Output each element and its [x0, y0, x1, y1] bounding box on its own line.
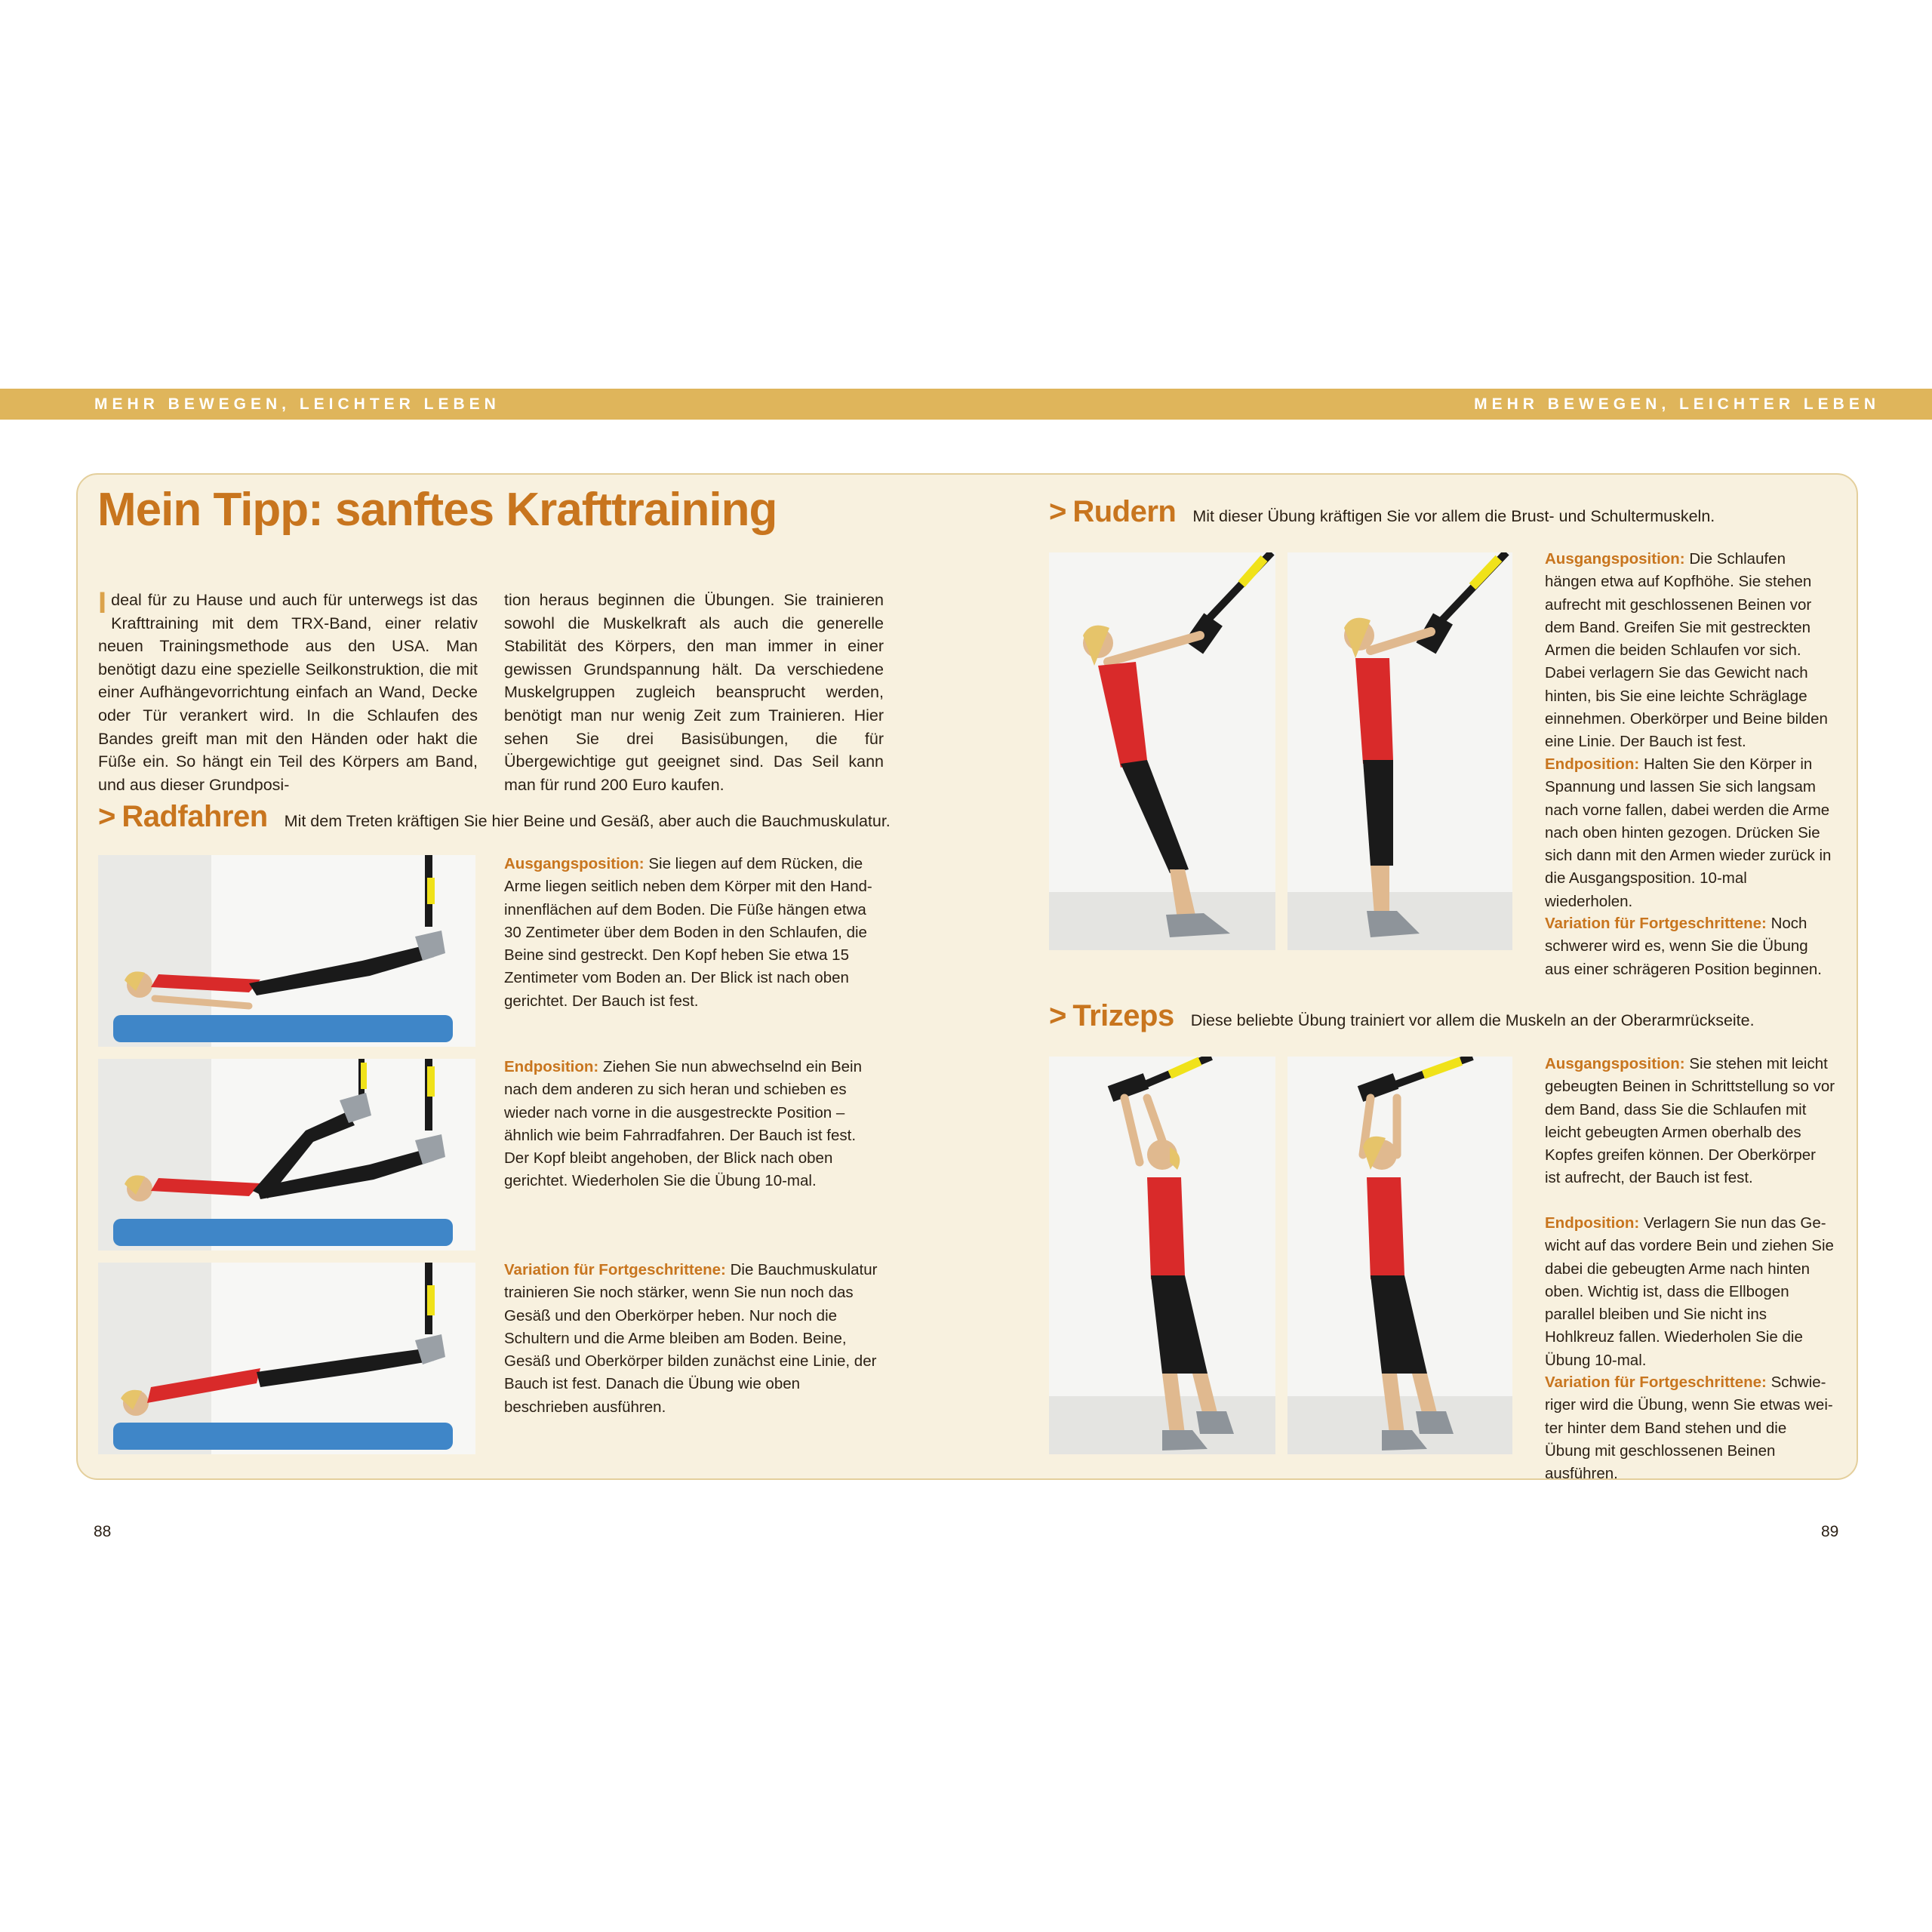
- label: Variation für Fortgeschrittene:: [1545, 915, 1767, 932]
- rudern-ausgangsposition: [1545, 548, 1835, 754]
- text: Die Bauchmuskulatur trainieren Sie noch stärker, wenn Sie nun noch das Gesäß und den Oberkörper heben. Nur noch die Schultern und die Arme bleiben am Boden. Beine, Gesäß und Oberkörper bilden zunächst eine Linie, der Bauch ist fest. Danach die Übung wie oben beschrieben ausführen.: [504, 1261, 878, 1416]
- rudern-variation: [1545, 912, 1835, 981]
- text: Schwieriger wird die Übung, wenn Sie etwas weiter hinter dem Band stehen und die Übung mit geschlossenen Beinen ausführen.: [1545, 1374, 1833, 1483]
- section-subtitle: Mit dem Treten kräftigen Sie hier Beine und Gesäß, aber auch die Bauchmuskulatur.: [284, 812, 891, 830]
- section-name: Rudern: [1072, 495, 1177, 528]
- label: Variation für Fortgeschrittene:: [1545, 1374, 1767, 1391]
- section-subtitle: Diese beliebte Übung trainiert vor allem die Muskeln an der Oberarmrückseite.: [1190, 1011, 1755, 1029]
- page-number-right: 89: [1821, 1523, 1839, 1540]
- label: Ausgangsposition:: [1545, 1055, 1685, 1072]
- page-number-left: 88: [94, 1523, 112, 1540]
- text: Die Schlaufen hängen etwa auf Kopfhöhe. Sie stehen aufrecht mit geschlossenen Beinen vor dem Band. Greifen Sie mit gestreckten Armen die beiden Schlaufen vor sich. Dabei verlagern Sie das Gewicht nach hinten, bis Sie eine leichte Schräglage einnehmen. Oberkörper und Beine bilden eine Linie. Der Bauch ist fest.: [1545, 550, 1828, 751]
- photo-rudern-start: [1049, 552, 1275, 950]
- label: Ausgangsposition:: [504, 855, 645, 872]
- chevron-right-icon: >: [1049, 999, 1067, 1032]
- section-name: Radfahren: [122, 800, 268, 833]
- trizeps-endposition: [1545, 1212, 1835, 1372]
- label: Ausgangsposition:: [1545, 550, 1685, 568]
- page-title: Mein Tipp: sanftes Krafttraining: [97, 484, 777, 536]
- photo-radfahren-start: [98, 855, 475, 1047]
- section-subtitle: Mit dieser Übung kräftigen Sie vor allem die Brust- und Schultermuskeln.: [1192, 507, 1715, 525]
- intro-text-1: deal für zu Hause und auch für unterwegs ist das Krafttraining mit dem TRX-Band, einer relativ neuen Trainingsmethode aus den USA. Man benötigt dazu eine spezielle Seilkonstruktion, die mit einer Aufhängevorrichtung einfach an Wand, Decke oder Tür verankert wird. In die Schlaufen des Bandes greift man mit den Händen oder hakt die Füße ein. So hängt ein Teil des Körpers am Band, und aus dieser Grundposi-: [98, 591, 478, 794]
- text: Ziehen Sie nun abwechselnd ein Bein nach dem anderen zu sich heran und schieben es wieder nach vorne in die ausgestreckte Position – ähnlich wie beim Fahrradfahren. Der Bauch ist fest. Der Kopf bleibt angehoben, der Blick nach oben gerichtet. Wiederholen Sie die Übung 10-mal.: [504, 1058, 863, 1190]
- text: Noch schwerer wird es, wenn Sie die Übung aus einer schrägeren Position beginnen.: [1545, 915, 1822, 978]
- trizeps-ausgangsposition: [1545, 1053, 1835, 1190]
- text: Verlagern Sie nun das Gewicht auf das vordere Bein und ziehen Sie dabei die gebeugten Arme nach hinten oben. Wichtig ist, dass die Ellbogen parallel bleiben und Sie nicht ins Hohlkreuz fallen. Wiederholen Sie die Übung 10-mal.: [1545, 1214, 1834, 1369]
- drop-cap: I: [98, 586, 107, 620]
- intro-column-2: tion heraus beginnen die Übungen. Sie trainieren sowohl die Muskelkraft als auch die generelle Stabilität des Körpers, den man immer in einer gewissen Grundspannung hält. Da verschiedene Muskelgruppen zugleich beansprucht werden, benötigt man nur wenig Zeit zum Trainieren. Hier sehen Sie drei Basisübungen, die für Übergewichtige gut geeignet sind. Das Seil kann man für rund 200 Euro kaufen.: [504, 591, 884, 794]
- photo-radfahren-variation: [98, 1263, 475, 1454]
- trizeps-variation: [1545, 1371, 1835, 1485]
- label: Endposition:: [1545, 755, 1640, 773]
- photo-trizeps-end: [1287, 1057, 1512, 1454]
- running-title-left: MEHR BEWEGEN, LEICHTER LEBEN: [94, 395, 500, 413]
- label: Endposition:: [504, 1058, 599, 1075]
- photo-radfahren-end: [98, 1059, 475, 1251]
- intro-column-1: [98, 586, 478, 796]
- label: Variation für Fortgeschrittene:: [504, 1261, 726, 1278]
- chevron-right-icon: >: [1049, 495, 1067, 528]
- rudern-endposition: [1545, 753, 1835, 913]
- radfahren-ausgangsposition: [504, 853, 881, 1013]
- section-heading-rudern: [1049, 495, 1715, 529]
- radfahren-endposition: [504, 1056, 881, 1193]
- section-name: Trizeps: [1072, 999, 1174, 1032]
- header-band: [0, 389, 1932, 420]
- running-title-right: MEHR BEWEGEN, LEICHTER LEBEN: [1474, 395, 1880, 413]
- photo-rudern-end: [1287, 552, 1512, 950]
- chevron-right-icon: >: [98, 800, 116, 833]
- text: Sie liegen auf dem Rücken, die Arme liegen seitlich neben dem Körper mit den Handinnenflächen auf dem Boden. Die Füße hängen etwa 30 Zentimeter über dem Boden in den Schlaufen, die Beine sind gestreckt. Den Kopf heben Sie etwa 15 Zentimeter vom Boden an. Der Blick ist nach oben gerichtet. Der Bauch ist fest.: [504, 855, 872, 1010]
- photo-trizeps-start: [1049, 1057, 1275, 1454]
- label: Endposition:: [1545, 1214, 1640, 1232]
- text: Sie stehen mit leicht gebeugten Beinen in Schrittstellung so vor dem Band, dass Sie die Schlaufen mit leicht gebeugten Armen oberhalb des Kopfes greifen können. Der Oberkörper ist aufrecht, der Bauch ist fest.: [1545, 1055, 1835, 1187]
- text: Halten Sie den Körper in Spannung und lassen Sie sich langsam nach vorne fallen, dabei werden die Arme nach oben hinten gezogen. Drücken Sie sich dann mit den Armen wieder zurück in die Ausgangsposition. 10-mal wiederholen.: [1545, 755, 1832, 910]
- section-heading-radfahren: [98, 800, 891, 834]
- radfahren-variation: [504, 1259, 881, 1419]
- section-heading-trizeps: [1049, 999, 1755, 1033]
